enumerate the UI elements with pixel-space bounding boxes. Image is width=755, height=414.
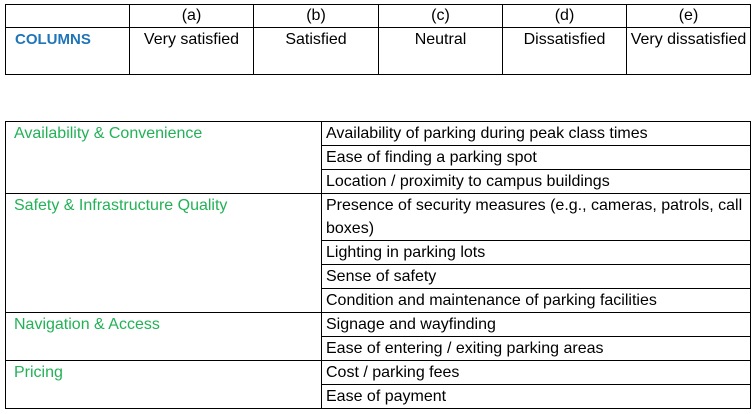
scale-letter-b: (b) bbox=[254, 5, 379, 28]
scale-label-very-dissatisfied: Very dissatisfied bbox=[627, 28, 751, 75]
table-row bbox=[6, 122, 751, 146]
item-ease-finding-spot: Ease of finding a parking spot bbox=[322, 146, 751, 170]
scale-label-row bbox=[6, 28, 751, 75]
item-sense-of-safety: Sense of safety bbox=[322, 265, 751, 289]
category-safety-infrastructure: Safety & Infrastructure Quality bbox=[6, 194, 322, 313]
category-pricing: Pricing bbox=[6, 361, 322, 409]
columns-heading: COLUMNS bbox=[6, 28, 130, 75]
scale-letter-d: (d) bbox=[503, 5, 627, 28]
item-location-proximity: Location / proximity to campus buildings bbox=[322, 170, 751, 194]
item-ease-of-payment: Ease of payment bbox=[322, 385, 751, 409]
rating-scale-table bbox=[5, 4, 751, 75]
item-entering-exiting: Ease of entering / exiting parking areas bbox=[322, 337, 751, 361]
scale-letter-e: (e) bbox=[627, 5, 751, 28]
item-availability-peak-times: Availability of parking during peak class times bbox=[322, 122, 751, 146]
item-security-measures: Presence of security measures (e.g., cameras, patrols, call boxes) bbox=[322, 194, 751, 241]
scale-label-very-satisfied: Very satisfied bbox=[130, 28, 254, 75]
category-items-table bbox=[5, 121, 751, 409]
item-condition-maintenance: Condition and maintenance of parking facilities bbox=[322, 289, 751, 313]
scale-letter-c: (c) bbox=[379, 5, 503, 28]
item-cost-fees: Cost / parking fees bbox=[322, 361, 751, 385]
item-signage-wayfinding: Signage and wayfinding bbox=[322, 313, 751, 337]
table-row bbox=[6, 313, 751, 337]
scale-label-dissatisfied: Dissatisfied bbox=[503, 28, 627, 75]
category-availability-convenience: Availability & Convenience bbox=[6, 122, 322, 194]
scale-letter-a: (a) bbox=[130, 5, 254, 28]
scale-label-neutral: Neutral bbox=[379, 28, 503, 75]
table-row bbox=[6, 194, 751, 241]
table-row bbox=[6, 361, 751, 385]
item-lighting: Lighting in parking lots bbox=[322, 241, 751, 265]
scale-corner-cell bbox=[6, 5, 130, 28]
category-navigation-access: Navigation & Access bbox=[6, 313, 322, 361]
scale-letter-row bbox=[6, 5, 751, 28]
scale-label-satisfied: Satisfied bbox=[254, 28, 379, 75]
